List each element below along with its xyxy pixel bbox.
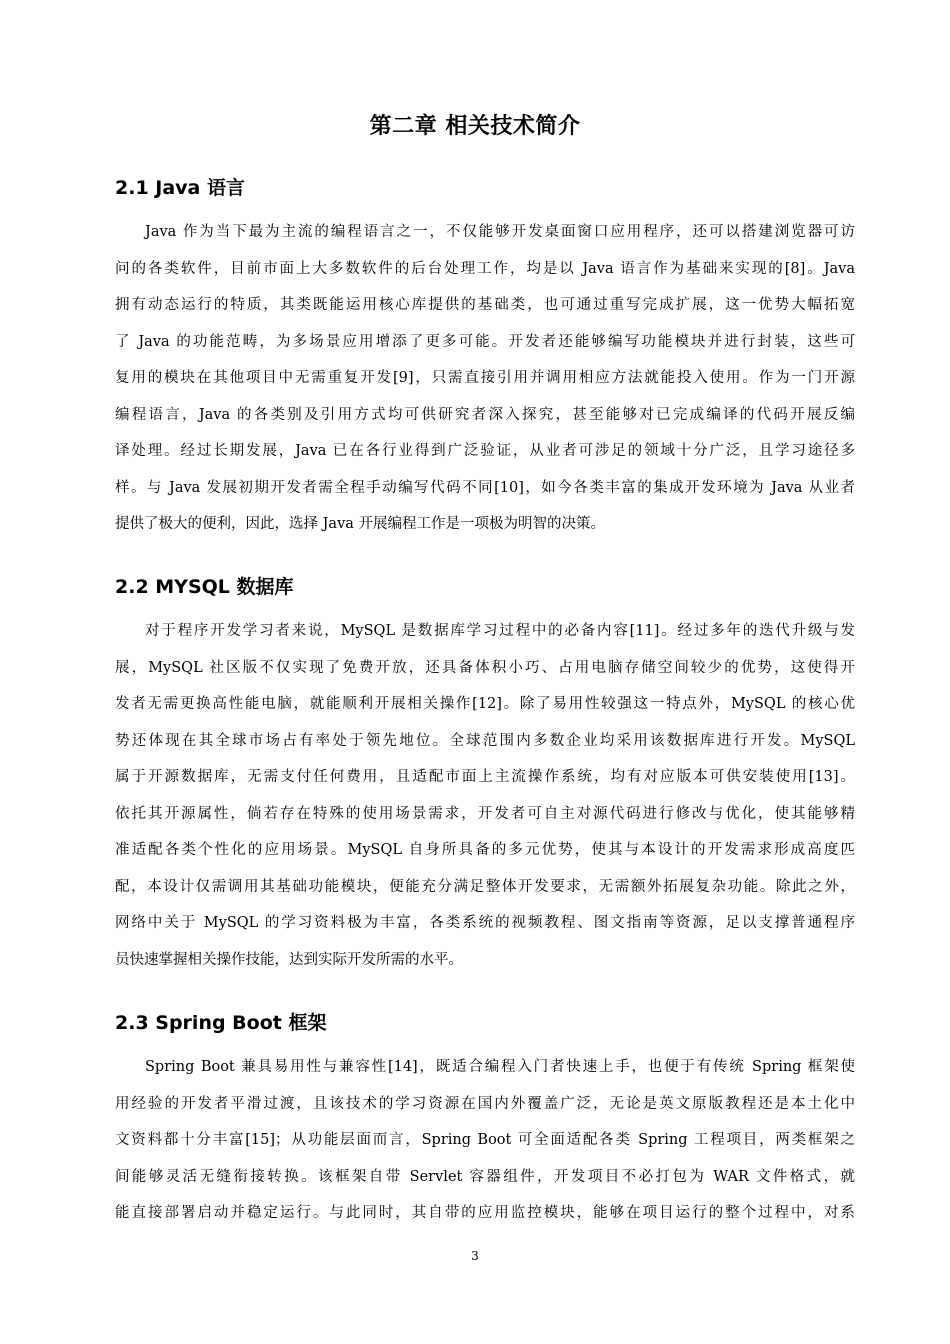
section-heading-mysql: 2.2 MYSQL 数据库 bbox=[115, 576, 294, 598]
paragraph-java bbox=[115, 214, 855, 543]
paragraph-spring-boot bbox=[115, 1049, 855, 1232]
paragraph-line: 了 Java 的功能范畴，为多场景应用增添了更多可能。开发者还能够编写功能模块并进行封装，这些可 bbox=[115, 333, 855, 350]
page-number: 3 bbox=[471, 1249, 479, 1263]
paragraph-line: 属于开源数据库，无需支付任何费用，且适配市面上主流操作系统，均有对应版本可供安装使用[13]。 bbox=[115, 769, 855, 785]
paragraph-line: 配，本设计仅需调用其基础功能模块，便能充分满足整体开发要求，无需额外拓展复杂功能。除此之外， bbox=[115, 878, 855, 895]
paragraph-line: 文资料都十分丰富[15]；从功能层面而言，Spring Boot 可全面适配各类 Spring 工程项目，两类框架之 bbox=[115, 1132, 855, 1148]
paragraph-line: 展，MySQL 社区版不仅实现了免费开放，还具备体积小巧、占用电脑存储空间较少的优势，这使得开 bbox=[115, 659, 855, 676]
paragraph-line: 发者无需更换高性能电脑，就能顺利开展相关操作[12]。除了易用性较强这一特点外，MySQL 的核心优 bbox=[115, 696, 855, 712]
paragraph-line: 用经验的开发者平滑过渡，且该技术的学习资源在国内外覆盖广泛，无论是英文原版教程还是本土化中 bbox=[115, 1095, 855, 1112]
paragraph-line: 势还体现在其全球市场占有率处于领先地位。全球范围内多数企业均采用该数据库进行开发。MySQL bbox=[115, 732, 855, 749]
paragraph-line: 译处理。经过长期发展，Java 已在各行业得到广泛验证，从业者可涉足的领域十分广泛，且学习途径多 bbox=[115, 443, 855, 459]
paragraph-line: 问的各类软件，目前市面上大多数软件的后台处理工作，均是以 Java 语言作为基础来实现的[8]。Java bbox=[115, 260, 855, 277]
paragraph-line: 编程语言，Java 的各类别及引用方式均可供研究者深入探究，甚至能够对已完成编译的代码开展反编 bbox=[115, 406, 855, 423]
paragraph-line: 间能够灵活无缝衔接转换。该框架自带 Servlet 容器组件，开发项目不必打包为 WAR 文件格式，就 bbox=[115, 1168, 855, 1185]
paragraph-line: 依托其开源属性，倘若存在特殊的使用场景需求，开发者可自主对源代码进行修改与优化，使其能够精 bbox=[115, 805, 855, 822]
paragraph-line: 拥有动态运行的特质，其类既能运用核心库提供的基础类，也可通过重写完成扩展，这一优势大幅拓宽 bbox=[115, 297, 855, 313]
chapter-title: 第二章 相关技术简介 bbox=[369, 114, 581, 139]
paragraph-line: 网络中关于 MySQL 的学习资料极为丰富，各类系统的视频教程、图文指南等资源，足以支撑普通程序 bbox=[115, 915, 855, 931]
paragraph-line: Spring Boot 兼具易用性与兼容性[14]，既适合编程入门者快速上手，也便于有传统 Spring 框架使 bbox=[145, 1059, 855, 1075]
section-heading-spring-boot: 2.3 Spring Boot 框架 bbox=[115, 1012, 327, 1034]
paragraph-line: 员快速掌握相关操作技能，达到实际开发所需的水平。 bbox=[115, 951, 463, 968]
paragraph-line: 提供了极大的便利，因此，选择 Java 开展编程工作是一项极为明智的决策。 bbox=[115, 516, 606, 532]
paragraph-line: 样。与 Java 发展初期开发者需全程手动编写代码不同[10]，如今各类丰富的集成开发环境为 Java 从业者 bbox=[115, 479, 855, 496]
paragraph-mysql bbox=[115, 613, 855, 978]
section-heading-java: 2.1 Java 语言 bbox=[115, 177, 245, 199]
paragraph-line: 准适配各类个性化的应用场景。MySQL 自身所具备的多元优势，使其与本设计的开发需求形成高度匹 bbox=[115, 842, 855, 858]
paragraph-line: Java 作为当下最为主流的编程语言之一，不仅能够开发桌面窗口应用程序，还可以搭建浏览器可访 bbox=[145, 224, 855, 240]
paragraph-line: 复用的模块在其他项目中无需重复开发[9]，只需直接引用并调用相应方法就能投入使用。作为一门开源 bbox=[115, 370, 855, 386]
paragraph-line: 对于程序开发学习者来说，MySQL 是数据库学习过程中的必备内容[11]。经过多年的迭代升级与发 bbox=[145, 623, 855, 639]
paragraph-line: 能直接部署启动并稳定运行。与此同时，其自带的应用监控模块，能够在项目运行的整个过程中，对系 bbox=[115, 1205, 855, 1221]
